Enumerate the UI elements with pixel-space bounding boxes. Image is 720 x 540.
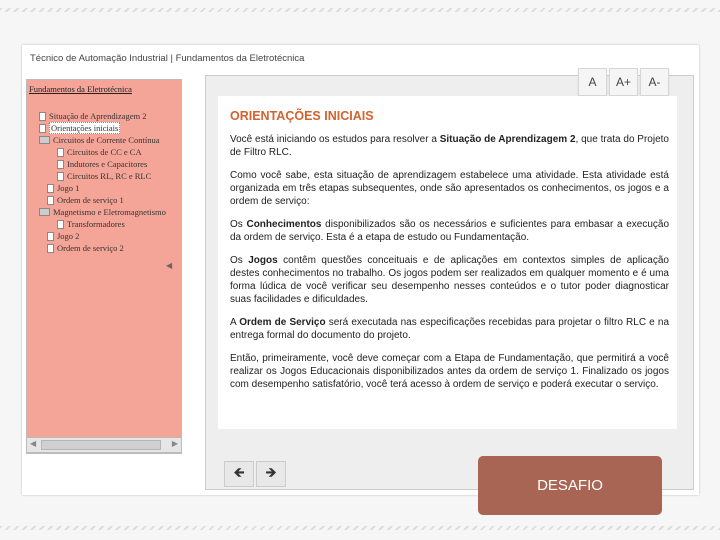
folder-icon xyxy=(39,136,50,144)
page-icon xyxy=(47,244,54,253)
paragraph: Os Conhecimentos disponibilizados são os necessários e suficientes para embasar a execução da ordem de serviço. Esta é a etapa de estudo ou Fundamentação. xyxy=(230,219,670,243)
scroll-thumb[interactable] xyxy=(41,440,161,450)
next-arrow-icon[interactable]: 🡺 xyxy=(256,461,286,487)
page-title: ORIENTAÇÕES INICIAIS xyxy=(230,109,374,123)
tree-item[interactable]: Ordem de serviço 2 xyxy=(47,242,124,254)
page-icon xyxy=(39,112,46,121)
tree-item[interactable]: Circuitos de CC e CA xyxy=(57,146,142,158)
bottom-stripe xyxy=(0,526,720,530)
paragraph: A Ordem de Serviço será executada nas especificações recebidas para projetar o filtro RLC e na entrega formal do documento do projeto. xyxy=(230,317,670,341)
tree-item[interactable]: Circuitos de Corrente Contínua xyxy=(39,134,159,146)
tree-item[interactable]: Magnetismo e Eletromagnetismo xyxy=(39,206,166,218)
paragraph: Então, primeiramente, você deve começar com a Etapa de Fundamentação, que permitirá a você realizar os Jogos Educacionais disponibilizados antes da ordem de serviço 1. Finalizado os jogos com desempenho satisfatório, você terá acesso à ordem de serviço e poderá executar o serviço. xyxy=(230,353,669,390)
paragraph: Como você sabe, esta situação de aprendizagem estabelece uma atividade. Esta atividade está organizada em três etapas subsequentes, onde são apresentados os conhecimentos, os jogos e a ordem de serviço: xyxy=(230,170,669,207)
font-decrease-button[interactable]: A- xyxy=(640,68,669,96)
window-title: Técnico de Automação Industrial | Fundamentos da Eletrotécnica xyxy=(30,53,305,64)
paragraph: Você está iniciando os estudos para resolver a Situação de Aprendizagem 2, que trata do Projeto de Filtro RLC. xyxy=(230,134,669,158)
app-window xyxy=(22,45,699,495)
content-panel xyxy=(205,75,694,490)
page-icon xyxy=(39,124,46,133)
scroll-right-icon[interactable]: ▶ xyxy=(171,439,178,448)
page-icon xyxy=(57,160,64,169)
folder-icon xyxy=(39,208,50,216)
nav-buttons xyxy=(224,461,286,487)
content-page xyxy=(218,96,677,429)
scroll-left-icon[interactable]: ◀ xyxy=(30,439,37,448)
tree-item[interactable]: Indutores e Capacitores xyxy=(57,158,147,170)
page-icon xyxy=(47,232,54,241)
tree-item[interactable]: Ordem de serviço 1 xyxy=(47,194,124,206)
page-icon xyxy=(47,184,54,193)
page-icon xyxy=(57,220,64,229)
page-icon xyxy=(47,196,54,205)
tree-item[interactable]: Situação de Aprendizagem 2 xyxy=(39,110,146,122)
tree-item[interactable]: Transformadores xyxy=(57,218,125,230)
page-icon xyxy=(57,148,64,157)
desafio-button[interactable]: DESAFIO xyxy=(478,456,662,515)
tree-item[interactable]: Jogo 1 xyxy=(47,182,79,194)
sidebar xyxy=(26,79,182,454)
sidebar-heading[interactable]: Fundamentos da Eletrotécnica xyxy=(29,84,132,94)
font-controls xyxy=(578,68,669,96)
tree-item[interactable]: Circuitos RL, RC e RLC xyxy=(57,170,151,182)
page-icon xyxy=(57,172,64,181)
horizontal-scrollbar[interactable] xyxy=(26,437,182,453)
paragraph: Os Jogos contêm questões conceituais e de aplicações em contextos simples de aplicação destes conhecimentos no trabalho. Os jogos podem ser realizados em qualquer momento e é uma forma lúdica de você verificar seu desempenho nesses conteúdos e o tutor poder diagnosticar suas facilidades e dificuldades. xyxy=(230,255,669,305)
top-stripe xyxy=(0,8,720,12)
tree-item-selected[interactable]: Orientações iniciais xyxy=(39,122,120,134)
font-reset-button[interactable]: A xyxy=(578,68,607,96)
tree-item[interactable]: Jogo 2 xyxy=(47,230,79,242)
font-increase-button[interactable]: A+ xyxy=(609,68,638,96)
previous-arrow-icon[interactable]: 🡸 xyxy=(224,461,254,487)
collapse-sidebar-icon[interactable]: ◀ xyxy=(166,261,173,270)
